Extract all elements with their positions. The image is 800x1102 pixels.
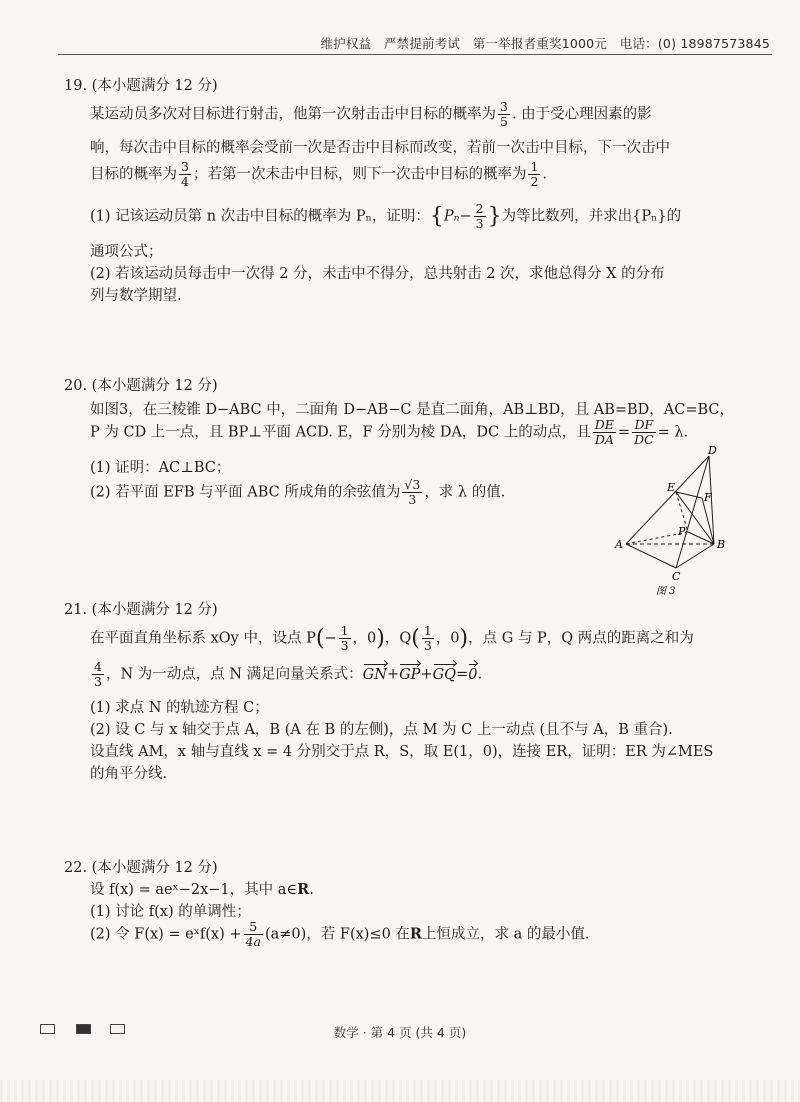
fraction-3-4: $\frac{3}{4}$: [181, 159, 189, 189]
q19-part2: (2) 若该运动员每击中一次得 2 分，未击中不得分，总共射击 2 次，求他总得分 X 的分布: [90, 266, 665, 282]
vector-gp: GP: [399, 666, 421, 683]
fraction-1-3-p: $\frac{1}{3}$: [340, 623, 349, 653]
exam-header: 维护权益 严禁提前考试 第一举报者重奖1000元 电话：(0) 18987573845: [320, 36, 770, 51]
vector-zero: 0: [468, 666, 478, 683]
q19-title: 19. (本小题满分 12 分): [64, 78, 218, 94]
fraction-1-2: $\frac{1}{2}$: [530, 159, 539, 189]
q19-part1: (1) 记该运动员第 n 次击中目标的概率为 Pₙ，证明：{Pₙ− $\frac{2}{3}$ }为等比数列，并求出{Pₙ}的: [90, 201, 682, 231]
figure-caption: 图 3: [656, 586, 676, 597]
header-rule: [58, 54, 772, 55]
q20-part1: (1) 证明：AC⊥BC；: [90, 460, 231, 476]
vector-gn: GN: [362, 666, 387, 683]
q22-part2: (2) 令 F(x) = eˣf(x) + $\frac{5}{4a}$ (a≠0)，若 F(x)≤0 在R上恒成立，求 a 的最小值.: [90, 919, 590, 949]
q22-title: 22. (本小题满分 12 分): [64, 860, 218, 876]
fraction-1-3-q: $\frac{1}{3}$: [423, 623, 432, 653]
fraction-sqrt3-3: $\frac{√3}{3}$: [404, 477, 421, 507]
fraction-5-4a: $\frac{5}{4a}$: [245, 919, 261, 949]
q19-part1-cont: 通项公式；: [90, 244, 163, 260]
label-f: F: [704, 491, 712, 504]
q19-part2-cont: 列与数学期望.: [90, 288, 182, 304]
q21-part1: (1) 求点 N 的轨迹方程 C；: [90, 700, 269, 716]
q21-line2: $\frac{4}{3}$ ，N 为一动点，点 N 满足向量关系式：GN+GP+GQ=0.: [94, 659, 483, 689]
label-c: C: [672, 570, 681, 583]
tetrahedron-figure: [612, 444, 752, 604]
q21-part2-line3: 的角平分线.: [90, 766, 168, 782]
q22-line1: 设 f(x) = aeˣ−2x−1，其中 a∈R.: [90, 881, 314, 898]
q22-part1: (1) 讨论 f(x) 的单调性；: [90, 904, 251, 920]
q19-line2: 响，每次击中目标的概率会受前一次是否击中目标而改变，若前一次击中目标，下一次击中: [90, 140, 670, 156]
q21-part2-line2: 设直线 AM，x 轴与直线 x = 4 分别交于点 R，S，取 E(1，0)，连接 ER，证明：ER 为∠MES: [90, 744, 714, 760]
q20-title: 20. (本小题满分 12 分): [64, 378, 218, 394]
fraction-2-3: $\frac{2}{3}$: [475, 201, 484, 231]
fraction-de-da: $\frac{DE}{DA}$: [594, 417, 614, 447]
q20-line1: 如图3，在三棱锥 D−ABC 中，二面角 D−AB−C 是直二面角，AB⊥BD，且 AB=BD，AC=BC，: [90, 402, 735, 418]
q20-line2: P 为 CD 上一点，且 BP⊥平面 ACD. E，F 分别为棱 DA，DC 上的动点，且 $\frac{DE}{DA}$ = $\frac{DF}{DC}$ = λ.: [90, 417, 689, 447]
label-b: B: [717, 538, 726, 551]
q21-line1: 在平面直角坐标系 xOy 中，设点 P(− $\frac{1}{3}$ ，0)，Q( $\frac{1}{3}$ ，0)，点 G 与 P，Q 两点的距离之和为: [90, 623, 694, 653]
q19-line1: 某运动员多次对目标进行射击，他第一次射击击中目标的概率为 $\frac{3}{5}$ . 由于受心理因素的影: [90, 99, 652, 129]
label-p: P: [678, 525, 686, 538]
fraction-3-5: $\frac{3}{5}$: [500, 99, 508, 129]
fraction-df-dc: $\frac{DF}{DC}$: [634, 417, 654, 447]
q20-part2: (2) 若平面 EFB 与平面 ABC 所成角的余弦值为 $\frac{√3}{3}$ ，求 λ 的值.: [90, 477, 506, 507]
label-a: A: [615, 538, 623, 551]
fraction-4-3: $\frac{4}{3}$: [94, 659, 102, 689]
label-e: E: [667, 481, 676, 494]
scan-artifact: [0, 1080, 800, 1102]
q21-title: 21. (本小题满分 12 分): [64, 602, 218, 618]
q19-line3: 目标的概率为 $\frac{3}{4}$ ；若第一次未击中目标，则下一次击中目标的概率为 $\frac{1}{2}$ .: [90, 159, 548, 189]
page-footer: 数学 · 第 4 页 (共 4 页): [333, 1025, 467, 1040]
label-d: D: [708, 444, 717, 457]
q21-part2: (2) 设 C 与 x 轴交于点 A，B (A 在 B 的左侧)，点 M 为 C 上一动点 (且不与 A，B 重合).: [90, 722, 673, 738]
vector-gq: GQ: [432, 666, 457, 683]
